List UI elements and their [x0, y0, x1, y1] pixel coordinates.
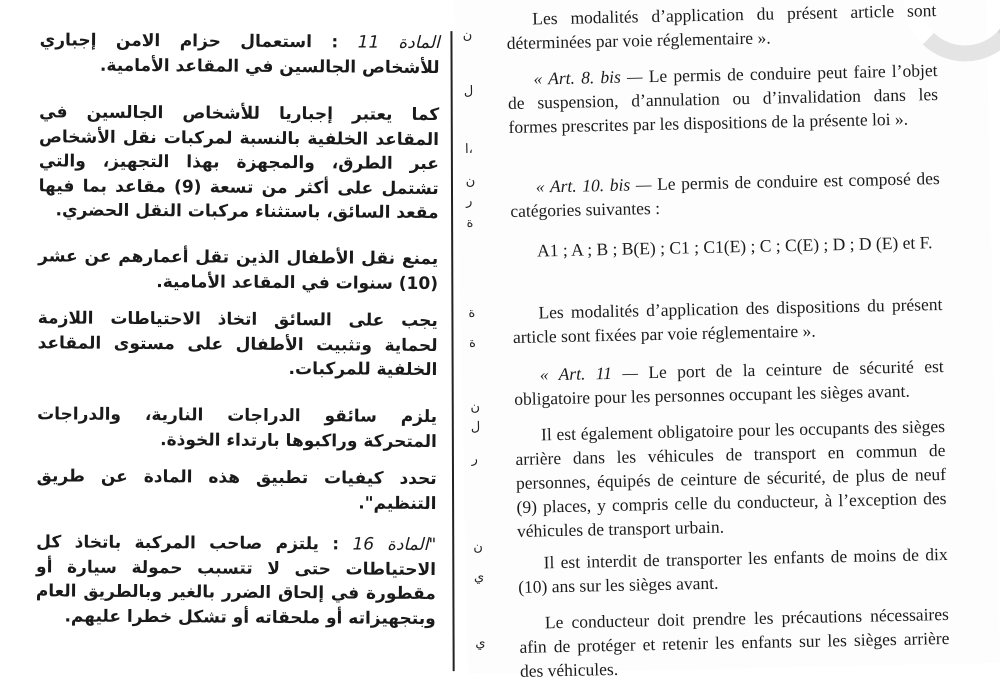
- arabic-page: [0, 0, 473, 677]
- margin-fragment: ن: [462, 27, 473, 43]
- margin-fragment: ن: [470, 399, 481, 415]
- article-16-ar: [36, 530, 437, 631]
- paragraph: : استعمال حزام الامن إجباري للأشخاص الجالسين في المقاعد الأمامية.: [39, 30, 440, 78]
- article-label: « Art. 11 —: [539, 362, 639, 385]
- paragraph: Le conducteur doit prendre les précautions nécessaires afin de protéger et retenir les enfants sur les sièges arrière des véhicules.: [519, 603, 950, 681]
- margin-fragment: ل: [470, 419, 481, 435]
- margin-fragment: ا،: [464, 141, 473, 157]
- license-categories: A1 ; A ; B ; B(E) ; C1 ; C1(E) ; C ; C(E) ; D ; D (E) et F.: [536, 232, 933, 261]
- paragraph: Les modalités d’application du présent article sont déterminées par voie réglementaire ».: [506, 0, 937, 54]
- margin-fragment: ر: [471, 451, 478, 467]
- paragraph: Il est interdit de transporter les enfants de moins de dix (10) ans sur les sièges avant.: [517, 543, 948, 597]
- paragraph: تحدد كيفيات تطبيق هذه المادة عن طريق التنظيم".: [36, 466, 437, 514]
- margin-fragment: ة: [468, 335, 477, 351]
- margin-fragment: ي: [475, 635, 486, 651]
- article-8-bis: [507, 58, 938, 139]
- margin-fragment: ن: [465, 173, 476, 189]
- paragraph: كما يعتبر إجباريا للأشخاص الجالسين في المقاعد الخلفية بالنسبة لمركبات نقل الأشخاص عبر الطرق، والمجهزة بهذا التجهيز، والتي تشتمل على أكثر من تسعة (9) مقاعد بما فيها مقعد السائق، باستثناء مركبات النقل الحضري.: [38, 102, 440, 224]
- paragraph: يجب على السائق اتخاذ الاحتياطات اللازمة لحماية وتثبيت الأطفال على مستوى المقاعد الخلفية للمركبات.: [37, 308, 438, 381]
- paragraph: Les modalités d’application des dispositions du présent article sont fixées par voie réglementaire ».: [512, 293, 943, 347]
- margin-fragment: ل: [463, 83, 474, 99]
- article-label: « Art. 10. bis —: [535, 174, 652, 197]
- paragraph: Le permis de conduire peut faire l’objet de suspension, d’annulation ou d’invalidation dans les formes prescrites par les dispositions de la présente loi ».: [507, 60, 939, 138]
- article-label: المادة 11: [357, 32, 440, 54]
- margin-fragment: ة: [466, 215, 474, 231]
- article-label: « Art. 8. bis —: [533, 66, 643, 89]
- paragraph: يمنع نقل الأطفال الذين تقل أعمارهم عن عشر (10) سنوات في المقاعد الأمامية.: [38, 246, 439, 294]
- paragraph: Il est également obligatoire pour les occupants des sièges arrière dans les véhicules de transport en commun de personnes, équipés de ceinture de sécurité, de plus de neuf (9) places, y compris celle du conducteur, à l’exception des véhicules de transport urbain.: [515, 415, 947, 541]
- paragraph: Le permis de conduire est composé des catégories suivantes :: [510, 168, 940, 222]
- column-divider: [450, 31, 454, 671]
- paragraph: يلزم سائقو الدراجات النارية، والدراجات المتحركة وراكبوها بارتداء الخوذة.: [37, 404, 438, 452]
- margin-fragment: ن: [473, 539, 484, 555]
- french-page: [454, 0, 1000, 681]
- margin-fragment: ر: [465, 193, 473, 209]
- article-10-bis: [510, 166, 941, 223]
- margin-fragment: ي: [473, 569, 485, 585]
- margin-fragment: ة: [468, 305, 476, 321]
- article-11-ar: [39, 28, 439, 80]
- paragraph: : يلتزم صاحب المركبة باتخاذ كل الاحتياطات حتى لا تتسبب حمولة سيارة أو مقطورة في إلحاق الضرر بالغير وبالطريق العام وبتجهيزاته أو ملحقاته أو تشكل خطرا عليهم.: [35, 532, 437, 629]
- article-label: "المادة 16: [352, 534, 437, 556]
- paragraph: Le port de la ceinture de sécurité est obligatoire pour les personnes occupant les sièges avant.: [514, 355, 944, 409]
- article-11-fr: [513, 354, 944, 411]
